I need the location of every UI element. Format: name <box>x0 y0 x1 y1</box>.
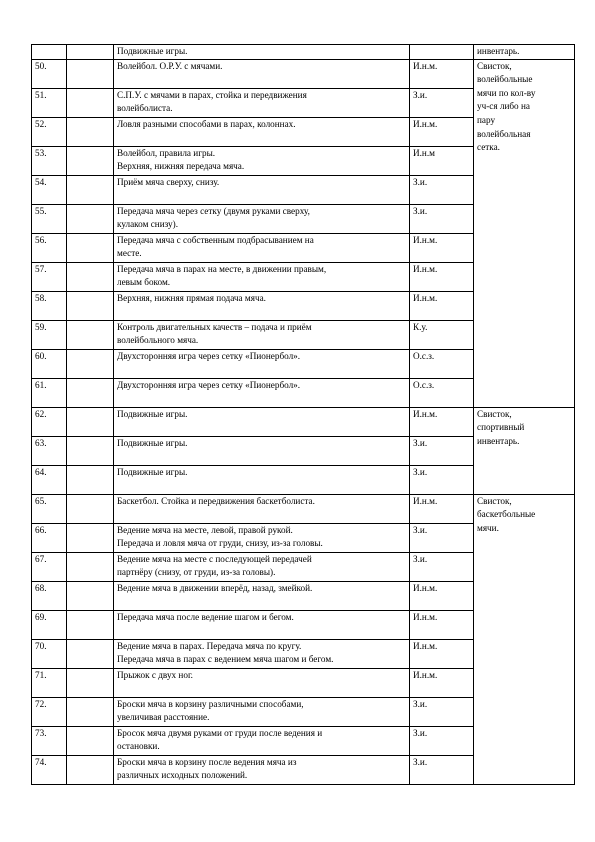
lesson-type: З.и. <box>410 175 474 204</box>
lesson-number: 50. <box>32 59 67 88</box>
date-cell <box>67 320 114 349</box>
equipment-cell <box>474 407 575 494</box>
lesson-topic <box>114 668 410 697</box>
topic-line: Двухсторонняя игра через сетку «Пионербол». <box>117 350 301 361</box>
lesson-type: И.н.м. <box>410 610 474 639</box>
equipment-cell <box>474 494 575 784</box>
lesson-topic <box>114 204 410 233</box>
date-cell <box>67 349 114 378</box>
date-cell <box>67 523 114 552</box>
lesson-number: 60. <box>32 349 67 378</box>
lesson-number: 61. <box>32 378 67 407</box>
date-cell <box>67 465 114 494</box>
date-cell <box>67 755 114 784</box>
lesson-type: З.и. <box>410 697 474 726</box>
lesson-type: И.н.м. <box>410 59 474 88</box>
topic-line: Контроль двигательных качеств – подача и приём <box>117 321 312 332</box>
lesson-topic <box>114 639 410 668</box>
lesson-number: 53. <box>32 146 67 175</box>
date-cell <box>67 552 114 581</box>
lesson-number: 65. <box>32 494 67 523</box>
type-cell <box>410 45 474 60</box>
lesson-number: 68. <box>32 581 67 610</box>
topic-line: волейболиста. <box>117 103 173 114</box>
lesson-type: З.и. <box>410 755 474 784</box>
lesson-topic <box>114 407 410 436</box>
lesson-topic <box>114 755 410 784</box>
lesson-topic <box>114 59 410 88</box>
topic-cell: Подвижные игры. <box>114 45 410 60</box>
topic-line: Ведение мяча в движении вперёд, назад, змейкой. <box>117 582 313 593</box>
date-cell <box>67 494 114 523</box>
lesson-type: И.н.м <box>410 146 474 175</box>
lesson-type: К.у. <box>410 320 474 349</box>
equipment-line: Свисток, <box>477 60 512 71</box>
topic-line: Волейбол. О.Р.У. с мячами. <box>117 60 223 71</box>
date-cell <box>67 407 114 436</box>
topic-line: Передача и ловля мяча от груди, снизу, из-за головы. <box>117 538 323 549</box>
topic-line: Верхняя, нижняя прямая подача мяча. <box>117 292 266 303</box>
table-row <box>32 407 575 436</box>
date-cell <box>67 262 114 291</box>
date-cell <box>67 378 114 407</box>
lesson-number: 62. <box>32 407 67 436</box>
lesson-type: И.н.м. <box>410 581 474 610</box>
topic-line: Подвижные игры. <box>117 466 188 477</box>
lesson-type: З.и. <box>410 88 474 117</box>
topic-line: Подвижные игры. <box>117 408 188 419</box>
topic-line: Передача мяча после ведение шагом и бегом. <box>117 611 294 622</box>
table-row <box>32 59 575 88</box>
topic-line: Броски мяча в корзину различными способами, <box>117 698 304 709</box>
lesson-number: 63. <box>32 436 67 465</box>
date-cell <box>67 610 114 639</box>
date-cell <box>67 639 114 668</box>
topic-line: Приём мяча сверху, снизу. <box>117 176 220 187</box>
lesson-topic <box>114 523 410 552</box>
topic-line: Верхняя, нижняя передача мяча. <box>117 161 245 172</box>
lesson-type: О.с.з. <box>410 378 474 407</box>
topic-line: волейбольного мяча. <box>117 335 199 346</box>
lesson-number: 56. <box>32 233 67 262</box>
date-cell <box>67 581 114 610</box>
lesson-number: 70. <box>32 639 67 668</box>
lesson-number: 54. <box>32 175 67 204</box>
lesson-topic <box>114 436 410 465</box>
equipment-line: сетка. <box>477 142 500 153</box>
topic-line: Ведение мяча на месте, левой, правой рукой. <box>117 524 293 535</box>
lesson-type: О.с.з. <box>410 349 474 378</box>
topic-line: Подвижные игры. <box>117 437 188 448</box>
date-cell <box>67 59 114 88</box>
lesson-topic <box>114 117 410 146</box>
lesson-topic <box>114 291 410 320</box>
topic-line: увеличивая расстояние. <box>117 712 210 723</box>
lesson-type: И.н.м. <box>410 291 474 320</box>
date-cell <box>67 146 114 175</box>
topic-line: Волейбол, правила игры. <box>117 147 216 158</box>
lesson-number: 66. <box>32 523 67 552</box>
lesson-topic <box>114 552 410 581</box>
lesson-topic <box>114 146 410 175</box>
lesson-type: З.и. <box>410 726 474 755</box>
lesson-topic <box>114 494 410 523</box>
lesson-topic <box>114 349 410 378</box>
topic-line: Ведение мяча в парах. Передача мяча по кругу. <box>117 640 302 651</box>
equipment-line: волейбольная <box>477 128 531 139</box>
equipment-line: Свисток, <box>477 408 512 419</box>
date-cell <box>67 117 114 146</box>
equipment-line: баскетбольные <box>477 509 536 520</box>
equipment-line: пару <box>477 114 496 125</box>
date-cell <box>67 175 114 204</box>
lesson-type: З.и. <box>410 523 474 552</box>
lesson-topic <box>114 320 410 349</box>
date-cell <box>67 697 114 726</box>
lesson-topic <box>114 610 410 639</box>
lesson-number: 71. <box>32 668 67 697</box>
lesson-plan-table <box>31 44 575 785</box>
lesson-number: 58. <box>32 291 67 320</box>
topic-line: Передача мяча в парах на месте, в движении правым, <box>117 263 327 274</box>
lesson-type: И.н.м. <box>410 639 474 668</box>
equipment-line: инвентарь. <box>477 435 520 446</box>
lesson-number: 59. <box>32 320 67 349</box>
date-cell <box>67 233 114 262</box>
lesson-number: 74. <box>32 755 67 784</box>
lesson-topic <box>114 697 410 726</box>
topic-line: кулаком снизу). <box>117 219 179 230</box>
topic-line: Ловля разными способами в парах, колоннах. <box>117 118 296 129</box>
topic-line: Двухсторонняя игра через сетку «Пионербол». <box>117 379 301 390</box>
lesson-type: З.и. <box>410 204 474 233</box>
topic-line: левым боком. <box>117 277 171 288</box>
equipment-line: мячи. <box>477 522 499 533</box>
equipment-line: спортивный <box>477 422 525 433</box>
lesson-type: И.н.м. <box>410 233 474 262</box>
topic-line: Бросок мяча двумя руками от груди после ведения и <box>117 727 323 738</box>
lesson-type: И.н.м. <box>410 668 474 697</box>
topic-line: Ведение мяча на месте с последующей передачей <box>117 553 312 564</box>
lesson-topic <box>114 175 410 204</box>
topic-line: Передача мяча с собственным подбрасыванием на <box>117 234 314 245</box>
lesson-topic <box>114 581 410 610</box>
topic-line: Передача мяча в парах с ведением мяча шагом и бегом. <box>117 654 334 665</box>
table-header-row <box>32 45 575 60</box>
date-cell <box>67 88 114 117</box>
lesson-number: 51. <box>32 88 67 117</box>
lesson-number: 73. <box>32 726 67 755</box>
lesson-type: З.и. <box>410 465 474 494</box>
lesson-topic <box>114 726 410 755</box>
lesson-number: 57. <box>32 262 67 291</box>
lesson-topic <box>114 88 410 117</box>
lesson-type: И.н.м. <box>410 117 474 146</box>
lesson-number: 52. <box>32 117 67 146</box>
lesson-type: И.н.м. <box>410 407 474 436</box>
topic-line: различных исходных положений. <box>117 770 248 781</box>
equipment-line: уч-ся либо на <box>477 101 530 112</box>
topic-line: Прыжок с двух ног. <box>117 669 193 680</box>
equipment-cell: инвентарь. <box>474 45 575 60</box>
date-cell <box>67 291 114 320</box>
equipment-cell <box>474 59 575 407</box>
date-cell <box>67 726 114 755</box>
equipment-line: мячи по кол-ву <box>477 87 536 98</box>
lesson-number: 64. <box>32 465 67 494</box>
lesson-topic <box>114 465 410 494</box>
lesson-number: 72. <box>32 697 67 726</box>
date-cell <box>67 204 114 233</box>
lesson-number: 55. <box>32 204 67 233</box>
lesson-number: 67. <box>32 552 67 581</box>
topic-line: С.П.У. с мячами в парах, стойка и передвижения <box>117 89 307 100</box>
topic-line: остановки. <box>117 741 160 752</box>
lesson-type: З.и. <box>410 552 474 581</box>
topic-line: Передача мяча через сетку (двумя руками сверху, <box>117 205 310 216</box>
equipment-line: волейбольные <box>477 74 533 85</box>
lesson-topic <box>114 233 410 262</box>
date-cell <box>67 45 114 60</box>
topic-line: месте. <box>117 248 142 259</box>
num-cell <box>32 45 67 60</box>
topic-line: Баскетбол. Стойка и передвижения баскетболиста. <box>117 495 315 506</box>
lesson-topic <box>114 262 410 291</box>
date-cell <box>67 668 114 697</box>
lesson-topic <box>114 378 410 407</box>
lesson-type: З.и. <box>410 436 474 465</box>
topic-line: партнёру (снизу, от груди, из-за головы). <box>117 567 276 578</box>
lesson-number: 69. <box>32 610 67 639</box>
topic-line: Броски мяча в корзину после ведения мяча из <box>117 756 297 767</box>
lesson-type: И.н.м. <box>410 262 474 291</box>
equipment-line: Свисток, <box>477 495 512 506</box>
table-row <box>32 494 575 523</box>
date-cell <box>67 436 114 465</box>
lesson-type: И.н.м. <box>410 494 474 523</box>
